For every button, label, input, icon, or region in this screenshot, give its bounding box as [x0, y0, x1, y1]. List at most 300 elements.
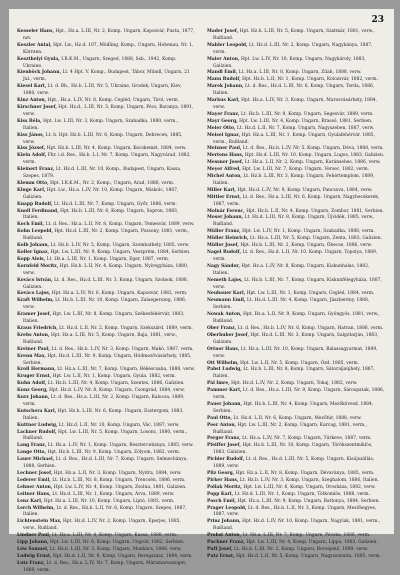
- list-entry: [17, 485, 195, 492]
- entry-name: Kurz Johann,: [17, 395, 50, 401]
- entry-name: Meixner Paul,: [207, 146, 242, 152]
- entry-name: Puff Josef,: [207, 546, 233, 552]
- right-column: [207, 29, 385, 561]
- entry-name: Lichtenstein Max,: [17, 519, 62, 525]
- entry-name: Ludwig Ernst,: [17, 553, 52, 559]
- entry-text: Hpt. Lw. L.III, Nr. 2, Komp. Ungarn, Karcag, 1881, verm., Rußland.: [213, 422, 367, 435]
- entry-text: Lt. Hz.d. L.II, Nr. 6, Komp. Ungarn, Mezőtúr, 1888, verw.: [233, 415, 362, 421]
- entry-text: Lt. Hz.b. L.III, Nr. 10, Komp. Ungarn, Zalaegerszeg, 1886, verw.: [23, 298, 187, 311]
- list-entry: [207, 167, 385, 174]
- entry-name: Koch Emil,: [17, 222, 45, 228]
- entry-text: Hpt. Hz.a. L.IV, Nr. 3, Komp. Ungarn, Marosvásárhely, 1884, verw.: [213, 98, 377, 110]
- entry-text: Lt. Hz.d. L.III, Nr. 1, Komp. Ungarn, Árva, 1889, verw.: [52, 491, 175, 497]
- entry-text: Hpt. Lw. L.III, Nr. 7, Komp. Ungarn, Versec, 1882, verm.: [242, 167, 370, 173]
- entry-name: Neumann Emil,: [207, 298, 246, 304]
- entry-text: Hpt. Hz.b. L.III, Nr. 9, Komp. Ungarn, Zólyom, 1882, verm.: [47, 450, 181, 456]
- list-entry: [207, 416, 385, 423]
- entry-text: Lt. Hz.d. L.III, Nr. 1, Komp. Ungarn, Tótkomlós, 1888, verm.: [234, 491, 371, 497]
- list-entry: [17, 457, 195, 471]
- list-entry: [207, 153, 385, 160]
- entry-text: Hpt. Lw. L.III, Nr. 8, Komp. Ungarn, Székesfehérvár, 1883, Italien.: [23, 312, 185, 325]
- list-entry: [207, 298, 385, 312]
- list-entry: [207, 243, 385, 250]
- entry-name: Mader Josef,: [207, 29, 239, 34]
- entry-name: Lang Franz,: [17, 443, 47, 449]
- entry-text: Lt. 4 Hpt. V. Komp., Budapest, Tábor, Mündl, Ungarn, 21 Jul., verm.: [23, 70, 190, 83]
- list-entry: [207, 457, 385, 471]
- entry-name: Lauer Michael,: [17, 457, 55, 463]
- entry-text: Lt. Hz.a. L.III, Nr. 7, Komp. Ungarn, Békéscsaba, 1888, verw.: [57, 367, 195, 373]
- list-entry: [207, 195, 385, 209]
- entry-text: Hpt. Hz.a. L.III, Nr. 5, Komp. Ungarn, Baja, 1881, verw., Rußland.: [23, 332, 178, 345]
- entry-text: Hpt. Hz.b. L.III, Nr. 4, Komp. Ungarn, Mezőkövesd, 1884, Serbien.: [213, 401, 374, 414]
- list-entry: [207, 547, 385, 554]
- entry-name: Kiss Béla,: [17, 118, 42, 124]
- entry-name: Kiss József,: [17, 146, 46, 152]
- entry-text: Hpt. Lw. L.II, Nr. 5, Komp. Ungarn, Ózd, 1885, verm.: [240, 360, 360, 366]
- entry-text: Lt. Hz.a. L.IV, Nr. 7, Komp. Ungarn, Túrkeve, 1887, verm.: [242, 436, 372, 442]
- entry-text: Lt. d. Res., Hz.b. L.II, Nr. 3, Komp. Ungarn, Mezőhegyes, 1887, verw.: [213, 505, 377, 518]
- entry-text: Hpt. Hz.d. L.IV, Nr. 2, Komp. Ungarn, Eperjes, 1885, verw., Rußland.: [23, 519, 181, 532]
- entry-name: Kuttner Ludwig,: [17, 422, 58, 428]
- list-entry: [17, 423, 195, 430]
- entry-text: Hpt. Hz.b. L.III, Nr. 4, Komp. Ungarn, Kecskemét, 1884, verw.: [46, 146, 187, 152]
- entry-name: Meier Otto,: [207, 125, 236, 131]
- entry-text: Lt. Hz.b. L.IV, Nr. 3, Komp. Ungarn, Szeghalom, 1886, Italien.: [239, 477, 379, 483]
- page-number: 23: [371, 15, 384, 25]
- list-entry: [207, 126, 385, 133]
- list-entry: [17, 84, 195, 98]
- list-entry: [17, 264, 195, 278]
- entry-name: Oberhuber Josef,: [207, 332, 250, 338]
- entry-name: Mayr Georg,: [207, 118, 238, 124]
- entry-name: Kuhn Adolf,: [17, 381, 47, 387]
- list-entry: [207, 492, 385, 499]
- entry-text: Hpt. Hz.d. L.III, Nr. 9, Komp. Ungarn, Hódmezővásárhely, 1885, Serbien.: [23, 353, 192, 366]
- entry-text: Lt. d. Res., Hz.d. L.III, Nr. 3, Komp. Ungarn, Szolnok, 1888, Galizien.: [23, 277, 189, 290]
- entry-text: Hpt. Hz.a. L.II, Nr. 8, Komp. Ungarn, Dévaványa, 1885, verm.: [235, 471, 375, 476]
- entry-name: Prager Leopold,: [207, 505, 247, 511]
- list-entry: [17, 430, 195, 444]
- entry-name: Mahler Leopold,: [207, 42, 248, 48]
- list-entry: [207, 229, 385, 236]
- entry-text: Lt. d. Bh., Hz.b. L.III, Nr. 5, Ukraine, Grodek, Ungarn, Kiev, 1880, verw.: [23, 84, 182, 97]
- entry-text: Hpt. Hz.b. L.II, Nr. 4, Komp. Ungarn, Zombor, 1881, Serbien.: [246, 208, 384, 214]
- list-entry: [207, 540, 385, 547]
- entry-text: Lt. Hz.d. L.III, Nr. 10, Komp., Budapest, Ungarn, Kassa, Szepes, 1879.: [23, 167, 182, 180]
- entry-name: Kroll Hermann,: [17, 367, 56, 373]
- entry-name: Löw Samuel,: [17, 546, 49, 552]
- entry-text: Hpt. Hz.d. L.III, Nr. 3, Komp. Ungarn, Salgótarján, 1883, Galizien.: [213, 332, 379, 345]
- entry-name: Mayer Franz,: [207, 111, 240, 117]
- list-entry: [207, 333, 385, 347]
- entry-text: Lt. d. Res., Hz.d. L.III, Nr. 7, Komp. Ungarn, Selmecbánya, 1888, Serbien.: [23, 457, 188, 470]
- entry-text: Hpt. Hz.a. L.III, Nr. 10, Komp. Ungarn, Liptó, 1883, verm.: [43, 498, 175, 504]
- list-entry: [207, 77, 385, 84]
- list-entry: [17, 43, 195, 57]
- entry-name: Paul Otto,: [207, 415, 232, 421]
- list-entry: [17, 209, 195, 223]
- entry-name: Knapp Rudolf,: [17, 201, 53, 207]
- list-entry: [207, 388, 385, 402]
- list-entry: [207, 347, 385, 361]
- entry-text: Hpt. Hz.d. L.II, Nr. 5, Komp. Ungarn, Nagyszalonta, 1885, verm.: [236, 553, 382, 559]
- list-entry: [17, 478, 195, 485]
- entry-name: Lindner Paul,: [17, 533, 51, 539]
- entry-name: Popp Karl,: [207, 491, 234, 497]
- entry-name: Nagel Rudolf,: [207, 250, 242, 255]
- list-entry: [207, 98, 385, 112]
- list-entry: [17, 471, 195, 478]
- list-entry: [207, 278, 385, 292]
- entry-text: Lt. d. Res., Hz.a. L.III, Nr. 6, Komp. Ungarn, Nagybecskerek, 1887, verm.: [213, 194, 380, 207]
- entry-text: Hpt. Hz.a. L.IV, Nr. 6, Komp. Ungarn, Kaposvár, 1882, verm.: [51, 291, 188, 297]
- list-entry: [17, 443, 195, 450]
- list-entry: [17, 250, 195, 257]
- entry-text: Lt. Hz.a. L.III, Nr. 7, Komp. Ungarn, Pécska, 1886, verm.: [242, 533, 371, 539]
- list-entry: [207, 188, 385, 195]
- list-entry: [17, 243, 195, 250]
- list-entry: [17, 354, 195, 368]
- list-entry: [207, 326, 385, 333]
- entry-name: Pauer Johann,: [207, 401, 243, 407]
- entry-text: Lt. Hz.b. L.III, Nr. 4, Komp. Ungarn, Szentes, 1886, Galizien.: [47, 381, 185, 387]
- entry-text: Hpt. Hz.d. L.IV, Nr. 10, Komp. Ungarn, Nagylak, 1881, verm., Rußland.: [213, 519, 381, 532]
- list-entry: [17, 326, 195, 333]
- entry-name: Kunz Georg,: [17, 388, 48, 394]
- list-entry: [207, 174, 385, 188]
- entry-text: Lt. Hz.b. L.III, Nr. 7, Komp. Ungarn, Kiskunfélegyháza, 1887, verw.: [213, 277, 382, 290]
- entry-text: Lt. d. Res., Hz.b. L.IV, Nr. 6, Komp. Ungarn, Hatvan, 1886, verm.: [237, 325, 384, 331]
- list-entry: [207, 478, 385, 485]
- entry-name: Klemm Otto,: [17, 180, 49, 186]
- list-entry: [17, 347, 195, 354]
- list-entry: [207, 133, 385, 147]
- entry-text: Hpt. Lw. L.III, Nr. 6, Komp. Ungarn, Ungvár, 1882, Serbien.: [50, 540, 185, 546]
- entry-name: Lechner Josef,: [17, 471, 53, 476]
- entry-text: Lt. Hz.b. L.III, Nr. 9, Komp. Ungarn, Segesvár, 1889, verm.: [240, 111, 374, 117]
- list-entry: [207, 291, 385, 298]
- entry-text: Hpt. Hz.a. L.II, Nr. 9, Komp. Ungarn, Gyöngyös, 1881, verw., Rußland.: [213, 312, 380, 325]
- entry-name: Kiss János,: [17, 132, 45, 138]
- entry-text: Hpt., Hz.a. L.IV, Nr. 8, Komp. Cegléd, Ungarn, Tirol, verm.: [47, 98, 180, 104]
- list-entry: [17, 98, 195, 105]
- entry-name: Müller Heinrich,: [207, 236, 249, 242]
- entry-name: Neubauer Karl,: [207, 291, 246, 297]
- entry-text: I.R.K.M., Ungarn, Szeged, 1888, Ssb., 1942, Komp. Ukraine.: [23, 56, 177, 69]
- entry-name: Krenn Max,: [17, 353, 46, 359]
- document-page: [9, 9, 394, 573]
- entry-name: Kornfeld Moritz,: [17, 263, 59, 269]
- entry-text: Hpt. Hz.d. L.III, Nr. 10, Komp. Ungarn, Lugos, 1883, Galizien.: [244, 153, 385, 159]
- entry-name: Kutschera Karl,: [17, 408, 57, 414]
- entry-name: Lederer Emil,: [17, 477, 51, 483]
- entry-text: Hpt. Lw. L.III, Nr. 6, Komp. Ungarn, Orosháza, 1882, verw.: [243, 484, 376, 490]
- list-entry: [207, 506, 385, 520]
- entry-name: Keszthelyi Gyula,: [17, 56, 60, 62]
- list-entry: [207, 57, 385, 71]
- list-entry: [17, 388, 195, 395]
- entry-name: Nemeth Lajos,: [207, 277, 243, 283]
- entry-name: Kovács Lajos,: [17, 291, 51, 297]
- entry-text: Fhr. i.d. Res., Hz.b. L.I, Nr. 7, Komp. Ungarn, Nagyvárad, 1882, verm.: [23, 153, 191, 166]
- entry-text: Hpt. Lw. L.III, Nr. 9, Komp. Ungarn, Veszprém, 1884, Serbien.: [50, 250, 191, 255]
- list-entry: [17, 450, 195, 457]
- entry-name: Lange Otto,: [17, 450, 47, 456]
- entry-name: Pirker Hans,: [207, 477, 239, 483]
- list-entry: [17, 367, 195, 374]
- list-entry: [17, 374, 195, 381]
- entry-name: Kreiner Paul,: [17, 346, 51, 352]
- entry-name: Ober Franz,: [207, 325, 237, 331]
- entry-text: Lt. Hz.a. L.III, Nr. 4, Komp. Ungarn, Kassa, 1888, verm.: [51, 533, 178, 539]
- entry-text: Hpt. Lw. L.III, Nr. 3, Komp. Ungarn, Szabadka, 1880, verm., Italien.: [23, 118, 179, 131]
- entry-text: Lt. Hz.b. L.III, Nr. 3, Komp. Ungarn, Munkács, 1886, verw.: [49, 546, 182, 552]
- entry-name: Moser Johann,: [207, 215, 244, 221]
- list-entry: [17, 492, 195, 499]
- list-entry: [17, 229, 195, 243]
- list-entry: [17, 57, 195, 71]
- entry-text: Hpt. Hz.d. L.IV, Nr. 8, Komp. Ungarn, Csongrád, 1884, verw.: [49, 388, 185, 394]
- entry-text: Lt. Hz.d. L.II, Nr. 2, Komp. Ungarn, Szekszárd, 1889, verm.: [59, 325, 193, 331]
- list-entry: [17, 533, 195, 540]
- entry-text: Lt. d. Res., Hz.b. L.IV, Nr. 3, Komp. Ungarn, Makó, 1887, verm.: [51, 346, 194, 352]
- entry-name: Molnár Ferenc,: [207, 208, 245, 214]
- list-entry: [17, 312, 195, 326]
- entry-name: Pabst Ludwig,: [207, 367, 242, 373]
- entry-name: Meisel Ignaz,: [207, 132, 241, 138]
- list-entry: [17, 202, 195, 209]
- entry-text: Lt. Hz.d. L.II, Nr. 10, Komp. Ungarn, Vác, 1887, verw.: [58, 422, 180, 428]
- entry-text: Lt. Hz.a. L.III, Nr. 5, Komp. Ungarn, Zenta, 1883, Galizien.: [249, 236, 383, 242]
- entry-text: Hpt., Hz.a. L.III, Nr. 2, Komp. Ungarn, Kaposvár, Pusta, 1877, nzv.: [23, 29, 195, 41]
- entry-text: Lt. Hz.d. L.III, Nr. 7, Komp. Ungarn, Győr, 1886, verm.: [54, 201, 177, 207]
- list-entry: [17, 409, 195, 423]
- entry-name: Nowak Anton,: [207, 312, 242, 318]
- list-entry: [207, 29, 385, 43]
- entry-text: Lt. Hz.b. L.III, Nr. 3, Komp. Ungarn, Fehértemplom, 1889, Italien.: [213, 174, 375, 186]
- entry-text: Lt. Hz.b. L.III, Nr. 8, Komp. Ungarn, Sátoraljaújhely, 1887, Italien.: [213, 367, 375, 380]
- entry-text: Hpt. Hz.b. L.III, Nr. 2, Komp. Ungarn, Óbecse, 1886, verw.: [240, 243, 373, 249]
- entry-text: Lt. d. Res., Hz.b. L.II, Nr. 6, Komp. Ungarn, Szepes, 1887, Italien.: [23, 505, 187, 518]
- list-entry: [17, 181, 195, 188]
- entry-name: Posch Emil,: [207, 498, 237, 504]
- entry-text: Lt. Hz.a. L.III, Nr. 8, Komp. Ungarn, Zilah, 1888, verw.: [238, 70, 362, 76]
- entry-text: Lt. Hz.b. L.IV, Nr. 5, Komp. Ungarn, Szombathely, 1885, verw.: [50, 243, 190, 249]
- entry-text: Hpt. Hz.d. L.III, Nr. 2, Komp. Ungarn, Pozsony, 1881, verm., Rußland.: [23, 229, 190, 242]
- entry-text: Hpt. Hz.a. L.III, Nr. 9, Komp. Ungarn, Battonya, 1884, Serbien.: [237, 498, 380, 504]
- list-entry: [207, 119, 385, 126]
- entry-name: Prinz Johann,: [207, 519, 241, 525]
- entry-name: Kramer Josef,: [17, 312, 52, 318]
- entry-text: Lt. Hz.a. L.IV, Nr. 1, Komp. Ungarn, Besztercebánya, 1885, verw.: [47, 443, 194, 449]
- entry-name: Lerch Wilhelm,: [17, 505, 55, 511]
- entry-name: Krebs Anton,: [17, 332, 50, 338]
- list-entry: [207, 264, 385, 278]
- entry-text: Hpt. Hz.b. L.II, Nr. 1, Komp. Ungarn, Kolozsvár, 1882, verm.: [242, 77, 378, 83]
- entry-name: Pál Imre,: [207, 381, 230, 387]
- entry-name: Kiesel Karl,: [17, 84, 47, 90]
- list-entry: [17, 105, 195, 119]
- list-entry: [17, 153, 195, 167]
- list-entry: [17, 519, 195, 533]
- entry-name: Peer Anton,: [207, 422, 237, 428]
- entry-name: Lipp Johann,: [17, 540, 49, 546]
- entry-name: Kruger Ernst,: [17, 374, 52, 380]
- list-entry: [17, 291, 195, 298]
- list-entry: [207, 471, 385, 478]
- entry-name: Koller Ignaz,: [17, 250, 50, 255]
- entry-text: Lt. Hz.d. L.II, Nr. 7, Komp. Ungarn, Nagyszeben, 1887, verw.: [236, 125, 375, 131]
- entry-text: Lt. Hz.d. L.III, Nr. 8, Komp. Ungarn, Újvidék, 1885, verw., Rußland.: [213, 215, 375, 228]
- entry-text: Lt. Hz.b. L.III, Nr. 2, Komp. Ungarn, Borosjenő, 1889, verw.: [234, 546, 369, 552]
- list-entry: [17, 222, 195, 229]
- list-entry: [17, 506, 195, 520]
- entry-text: Hpt. Hz.a. L.IV, Nr. 8, Komp. Ungarn, Kiskunhalas, 1882, Italien.: [213, 263, 370, 276]
- entry-name: Mandl Emil,: [207, 70, 238, 76]
- list-entry: [207, 381, 385, 388]
- list-entry: [207, 215, 385, 229]
- list-entry: [17, 29, 195, 43]
- entry-name: Lackner Rudolf,: [17, 429, 57, 435]
- entry-name: Müller Josef,: [207, 243, 239, 249]
- entry-text: Lt. Hz.a. L.III, Nr. 1, Komp. Ungarn, Eger, 1887, verm.: [46, 256, 170, 262]
- entry-text: Lt. d. Res., Hz.b. L.IV, Nr. 5, Komp. Ungarn, Déva, 1888, verm.: [242, 146, 384, 152]
- entry-name: Meyer Alfred,: [207, 167, 241, 173]
- entry-name: Messner Josef,: [207, 160, 244, 166]
- entry-name: Kovács István,: [17, 277, 53, 283]
- entry-name: Kluge Karl,: [17, 187, 46, 193]
- entry-name: Pfeiffer Josef,: [207, 443, 241, 449]
- entry-name: Kienböck Johann,: [17, 70, 61, 76]
- list-entry: [207, 367, 385, 381]
- entry-name: Kraus Friedrich,: [17, 325, 58, 331]
- entry-name: Markus Karl,: [207, 98, 240, 104]
- list-entry: [17, 167, 195, 181]
- list-entry: [207, 112, 385, 119]
- entry-text: Hpt. Lw. L.IV, Nr. 10, Komp. Ungarn, Nagykároly, 1883, Galizien.: [213, 56, 366, 69]
- entry-text: Lt. Hz.b. L.III, Nr. 8, Komp. Ungarn, Trencsén, 1886, verm.: [52, 477, 186, 483]
- list-entry: [207, 533, 385, 540]
- entry-name: Lutz Franz,: [17, 560, 45, 566]
- entry-name: Probst Anton,: [207, 533, 242, 539]
- entry-text: Hpt. Hz.b. L.III, Nr. 6, Komp. Ungarn, Sopron, 1883, Italien.: [23, 208, 179, 221]
- list-entry: [207, 43, 385, 57]
- entry-name: Marek Johann,: [207, 84, 244, 90]
- entry-text: Lt. Hz.a. L.II, Nr. 2, Komp. Ungarn, Karánsebes, 1886, verw.: [244, 160, 381, 166]
- entry-text: Hpt. Lw. L.III, Nr. 5, Komp. Ungarn, Losonc, 1880, verm., Rußland.: [23, 429, 188, 442]
- list-entry: [207, 485, 385, 492]
- list-entry: [17, 540, 195, 547]
- entry-text: Lt. d. Res., Hz.a. L.III, Nr. 2, Komp. Ungarn, Kalocsa, 1889, verm.: [23, 395, 185, 407]
- entry-name: Pilz Georg,: [207, 471, 235, 476]
- list-entry: [17, 133, 195, 147]
- list-entry: [17, 278, 195, 292]
- entry-text: Lt. d. Res., Hz.d. L.III, Nr. 6, Komp. Ungarn, Torda, 1886, Italien.: [213, 84, 375, 97]
- entry-text: Lt. d. Res., Hz.a. L.IV, Nr. 7, Komp. Ungarn, Máramarossziget, 1889, verm.: [23, 560, 187, 573]
- entry-name: Kolb Johann,: [17, 243, 50, 249]
- entry-name: Leitner Hans,: [17, 491, 51, 497]
- entry-text: Hpt. Hz.a. L.II, Nr. 3, Komp. Ungarn, Nyitra, 1884, verw.: [53, 471, 182, 476]
- list-entry: [17, 333, 195, 347]
- entry-text: Lt. d. Res., Hz.d. L.III, Nr. 5, Komp. Ungarn, Kisújszállás, 1889, verw.: [213, 457, 375, 470]
- entry-name: Kirschner Josef,: [17, 104, 57, 110]
- entry-name: Kesseler Hans,: [17, 29, 55, 34]
- entry-name: Mann Rudolf,: [207, 77, 241, 83]
- entry-name: Ott Wilhelm,: [207, 360, 239, 366]
- entry-name: Kraft Wilhelm,: [17, 298, 54, 304]
- list-entry: [17, 554, 195, 561]
- entry-name: Michel Anton,: [207, 174, 242, 180]
- list-entry: [17, 188, 195, 202]
- entry-text: Hpt. Hz.d. L.IV, Nr. 2, Komp. Ungarn, Tokaj, 1882, verw.: [231, 381, 358, 387]
- entry-text: Hpt. Lw. L.III, Nr. 4, Komp. Ungarn, Brassó, 1881, Serbien.: [239, 118, 373, 124]
- entry-name: Puchner Franz,: [207, 540, 245, 546]
- entry-text: Hpt. Hz.d. L.II, Nr. 9, Komp. Ungarn, Beregszász, 1884, verm.: [52, 553, 193, 559]
- list-entry: [17, 257, 195, 264]
- entry-text: Lt. d. Res., Hz.a. L.II, Nr. 8, Komp. Ungarn, Temesvár, 1889, verw.: [45, 222, 195, 228]
- entry-text: Hpt. Hz.b. L.II, Nr. 4, Komp. Ungarn, Nyíregyháza, 1880, verw.: [23, 263, 189, 276]
- list-entry: [17, 381, 195, 388]
- entry-name: Mertens Hans,: [207, 153, 244, 159]
- list-entry: [207, 312, 385, 326]
- entry-name: Maier Anton,: [207, 56, 240, 62]
- entry-text: Hpt. Hz.d., L.III, Nr. 3, Komp. Ungarn, Pécs, Baranya, 1891, verw.: [23, 104, 194, 117]
- entry-name: Nagy Sándor,: [207, 263, 240, 269]
- entry-name: Pichler Rudolf,: [207, 457, 245, 463]
- list-entry: [17, 499, 195, 506]
- entry-name: Klein Adolf,: [17, 153, 47, 159]
- entry-text: Lt. Hz.d. L.III, Nr. 2, Komp. Ungarn, Nagybánya, 1887, verm.: [213, 42, 373, 55]
- entry-text: Hpt. Hz.b. L.III, Nr. 5, Komp. Ungarn, Szatmár, 1881, verw., Rußland.: [213, 29, 375, 41]
- list-entry: [17, 561, 195, 575]
- list-entry: [207, 519, 385, 533]
- list-entry: [17, 395, 195, 409]
- list-entry: [17, 119, 195, 133]
- entry-name: Pammer Karl,: [207, 388, 242, 394]
- list-entry: [17, 298, 195, 312]
- list-entry: [207, 423, 385, 437]
- entry-name: Miller Karl,: [207, 187, 236, 193]
- entry-text: Hpt. Lw. L.III, Nr. 4, Komp. Ungarn, Lippa, 1883, Galizien.: [246, 540, 378, 546]
- entry-name: Kopp Alois,: [17, 256, 46, 262]
- list-entry: [207, 499, 385, 506]
- entry-name: Lenz Karl,: [17, 498, 43, 504]
- entry-name: Perger Franz,: [207, 436, 241, 442]
- entry-text: Hpt. Lw., Hz.a. L.IV, Nr. 10, Komp. Ungarn, Miskolc, 1887, Galizien.: [23, 187, 179, 200]
- entry-name: Ortner Hans,: [207, 346, 240, 352]
- entry-name: Kinz Anton,: [17, 98, 47, 104]
- entry-text: Hpt. Hz.b. L.III, Nr. 6, Komp. Ungarn, Esztergom, 1883, Italien.: [23, 408, 184, 421]
- entry-text: Hpt. Lw. L.IV, Nr. 1, Komp. Ungarn, Szabadka, 1888, verm.: [242, 229, 375, 235]
- list-entry: [207, 160, 385, 167]
- list-entry: [207, 84, 385, 98]
- entry-text: Lt. Hz.a. L.III, Nr. 10, Komp. Ungarn, Balassagyarmat, 1889, verw.: [213, 346, 378, 359]
- entry-name: Mittler Ernst,: [207, 194, 242, 200]
- entry-name: Kleinert Franz,: [17, 167, 55, 173]
- entry-text: Hpt. Lw. L.II, Nr. 1, Komp. Ungarn, Gyula, 1882, verm.: [52, 374, 176, 380]
- entry-name: Kohn Leopold,: [17, 229, 53, 235]
- list-entry: [17, 547, 195, 554]
- entry-text: Lt. b. Hpt. Hz.b. L.III, Nr. 6, Komp. Ungarn, Debrecen, 1885, verw.: [23, 132, 183, 145]
- entry-text: Hpt. Hz.b. L.III, Nr. 10, Komp. Ungarn, Törökszentmiklós, 1883, Galizien.: [213, 443, 373, 456]
- list-entry: [207, 554, 385, 561]
- list-entry: [207, 402, 385, 416]
- entry-name: Knoll Ferdinand,: [17, 208, 59, 214]
- entry-text: Hpt. Lw. L.IV, Nr. 4, Komp. Ungarn, Zsolna, 1881, Galizien.: [53, 484, 187, 490]
- left-column: [17, 29, 195, 575]
- entry-text: Hpt. Hz.a. L.III, Nr. 1, Komp. Ungarn, Gyulafehérvár, 1885, verm., Rußland.: [213, 132, 376, 145]
